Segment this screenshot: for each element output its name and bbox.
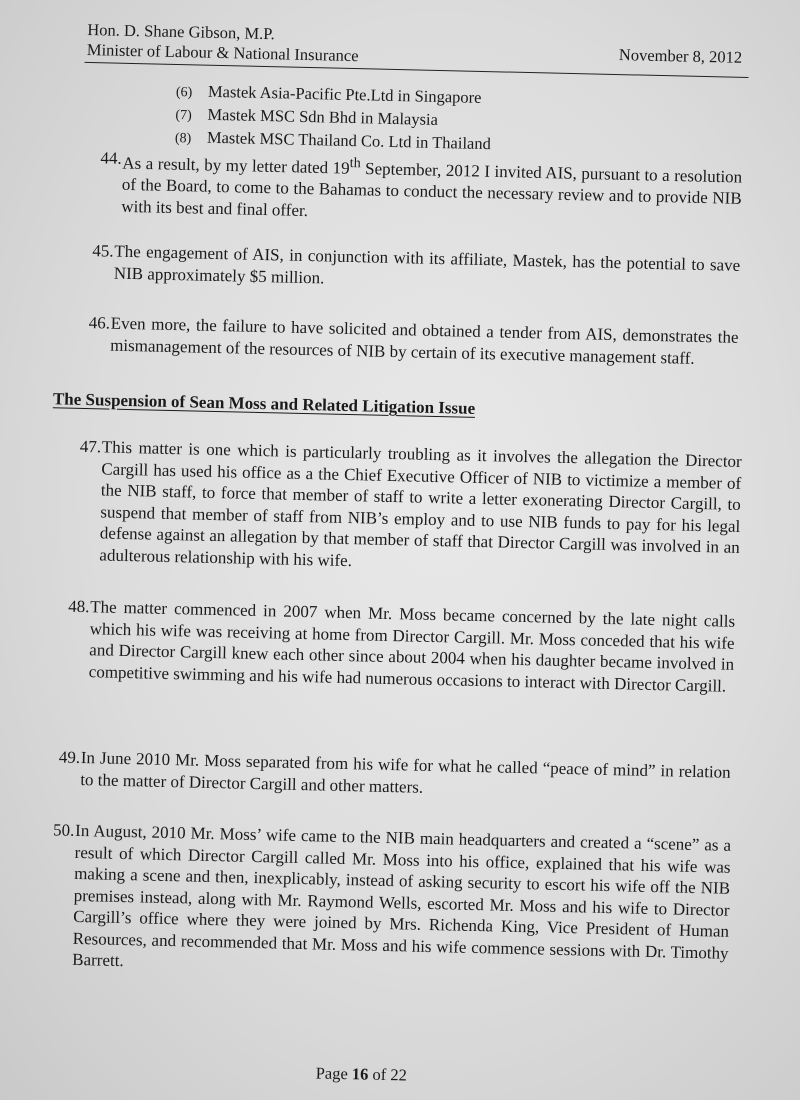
list-item-number: (8) [174, 131, 192, 147]
paragraph-number: 49. [58, 747, 81, 768]
list-item-text: Mastek MSC Thailand Co. Ltd in Thailand [206, 127, 492, 154]
paragraph-number: 45. [92, 241, 114, 261]
paragraph-48 [68, 596, 736, 697]
paragraph-text: In August, 2010 Mr. Moss’ wife came to the NIB main headquarters and created a “scene” as a result of which Director Cargill called Mr. Moss into his office, explained that his wife was making a scene and then, inexplicably, instead of asking security to escort his wife off the NIB premises instead, along with Mr. Raymond Wells, escorted Mr. Moss and his wife to Director Cargill’s office where they were joined by Mrs. Richenda King, Vice President of Human Resources, and recommended that Mr. Moss and his wife commence sessions with Dr. Timothy Barrett. [72, 820, 732, 971]
list-item-text: Mastek Asia-Pacific Pte.Ltd in Singapore [207, 81, 482, 107]
page-of-label: of [372, 1064, 387, 1085]
page-footer [316, 1063, 408, 1085]
affiliate-list [175, 80, 492, 156]
section-heading: The Suspension of Sean Moss and Related Litigation Issue [52, 389, 476, 418]
paragraph-text: In June 2010 Mr. Moss separated from his wife for what he called “peace of mind” in relation to the matter of Director Cargill and other matters. [80, 748, 731, 797]
paragraph-44 [100, 148, 743, 231]
paragraph-number: 48. [68, 596, 90, 617]
paragraph-46 [88, 313, 739, 370]
list-item-text: Mastek MSC Sdn Bhd in Malaysia [207, 104, 439, 129]
ordinal-suffix: th [349, 154, 361, 172]
header-role: Minister of Labour & National Insurance [86, 39, 359, 66]
list-item-number: (6) [175, 85, 193, 101]
paragraph-text: This matter is one which is particularly troubling as it involves the allegation the Director Cargill has used his office as a the Chief Executive Officer of NIB to victimize a member of the NIB staff, to force that member of staff to write a letter exonerating Director Cargill, to suspend that member of staff from NIB’s employ and to use NIB funds to pay for his legal defense against an allegation by that member of staff that Director Cargill was involved in an adulterous relationship with his wife. [99, 437, 742, 570]
paragraph-text: Even more, the failure to have solicited and obtained a tender from AIS, demonstrates the mismanagement of the resources of NIB by certain of its executive management staff. [109, 313, 739, 368]
paragraph-49 [58, 747, 731, 805]
paragraph-number: 47. [79, 436, 102, 457]
page-label: Page [315, 1063, 349, 1084]
paragraph-number: 44. [100, 148, 122, 168]
paragraph-number: 46. [88, 313, 111, 333]
page-header-left [87, 20, 360, 66]
paragraph-number: 50. [52, 820, 75, 840]
paragraph-text: As a result, by my letter dated 19 [122, 153, 350, 178]
paragraph-text: The engagement of AIS, in conjunction with its affiliate, Mastek, has the potential to save NIB approximately $5 million. [113, 241, 741, 287]
paragraph-45 [92, 241, 741, 298]
page-total: 22 [390, 1065, 408, 1085]
paragraph-47 [79, 436, 742, 579]
header-date: November 8, 2012 [618, 45, 743, 67]
header-author: Hon. D. Shane Gibson, M.P. [87, 19, 276, 44]
paragraph-50 [52, 820, 732, 985]
list-item-number: (7) [175, 108, 192, 124]
paragraph-text: The matter commenced in 2007 when Mr. Moss became concerned by the late night calls which his wife was receiving at home from Director Cargill. Mr. Moss conceded that his wife and Director Cargill knew each other since about 2004 when his daughter became involved in competitive swimming and his wife had numerous occasions to interact with Director Cargill. [88, 597, 736, 696]
page-current: 16 [351, 1064, 369, 1084]
paragraph-text-cont: September, 2012 I invited AIS, pursuant to a resolution of the Board, to come to the Bahamas to conduct the necessary review and to provide NIB with its best and final offer. [121, 158, 743, 220]
